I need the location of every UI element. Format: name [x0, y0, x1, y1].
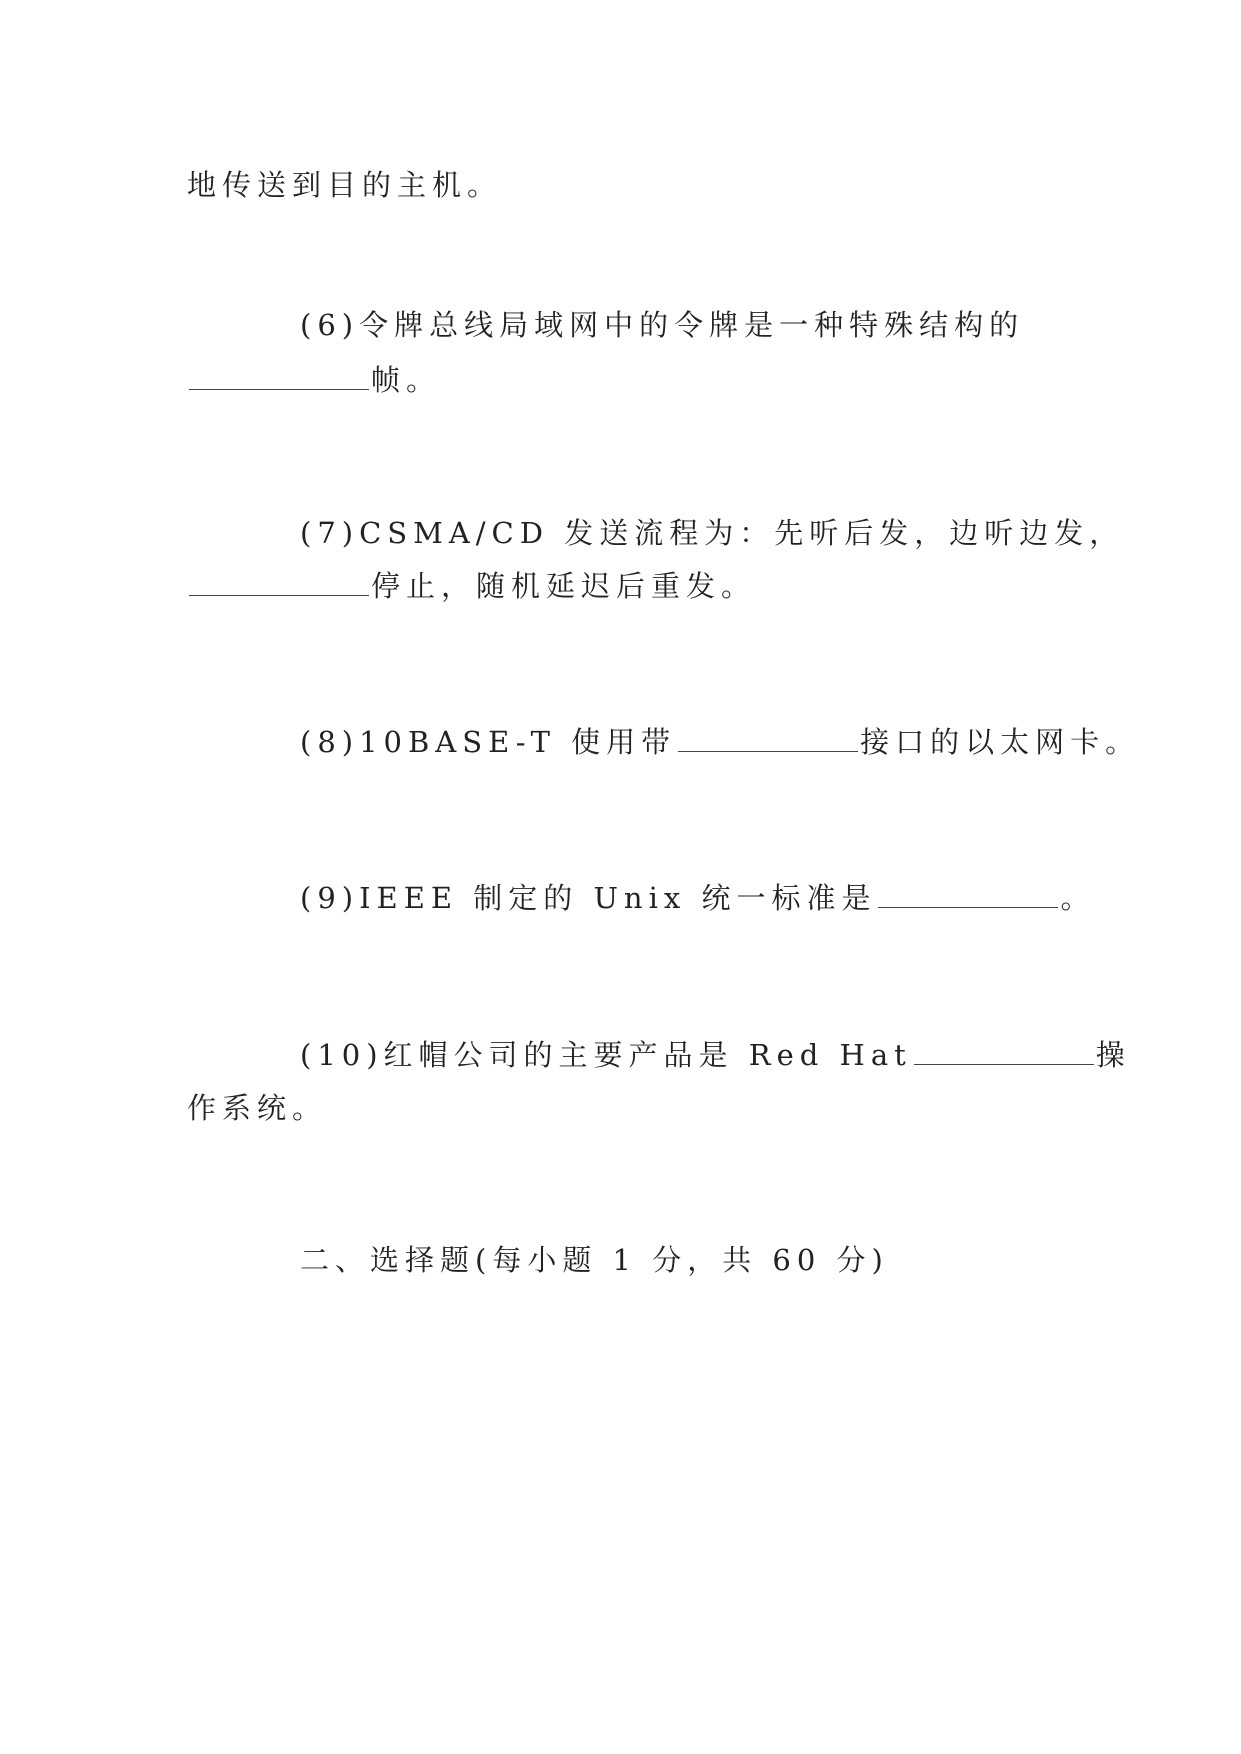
question-7-line-1	[300, 513, 1180, 553]
question-8-line	[300, 722, 1180, 762]
section-2-title: 二、选择题(每小题 1 分，共 60 分)	[300, 1243, 889, 1277]
fill-in-blank[interactable]	[914, 1038, 1094, 1065]
question-6-text: (6)令牌总线局域网中的令牌是一种特殊结构的	[300, 308, 1025, 342]
fill-in-blank[interactable]	[189, 569, 369, 596]
question-10-suffix: 操	[1095, 1038, 1131, 1072]
question-6-suffix: 帧。	[371, 363, 442, 397]
question-9-line	[300, 878, 1180, 918]
question-10-prefix: (10)红帽公司的主要产品是 Red Hat	[300, 1038, 912, 1072]
question-7-line-2	[187, 566, 1067, 606]
question-10-line-2	[187, 1088, 1067, 1128]
section-heading	[300, 1240, 1180, 1280]
question-10-line-1	[300, 1035, 1180, 1075]
question-6-line-1	[300, 305, 1180, 345]
continuation-text: 地传送到目的主机。	[187, 168, 503, 202]
text-line	[187, 165, 1067, 205]
fill-in-blank[interactable]	[878, 881, 1058, 908]
question-9-suffix: 。	[1060, 881, 1096, 915]
question-6-line-2	[187, 360, 1067, 400]
question-8-prefix: (8)10BASE-T 使用带	[300, 725, 677, 759]
fill-in-blank[interactable]	[189, 363, 369, 390]
question-7-text: (7)CSMA/CD 发送流程为：先听后发，边听边发，	[300, 516, 1125, 550]
question-9-prefix: (9)IEEE 制定的 Unix 统一标准是	[300, 881, 877, 915]
question-7-suffix: 停止，随机延迟后重发。	[371, 569, 757, 603]
question-8-suffix: 接口的以太网卡。	[860, 725, 1141, 759]
fill-in-blank[interactable]	[678, 725, 858, 752]
question-10-continuation: 作系统。	[187, 1091, 328, 1125]
